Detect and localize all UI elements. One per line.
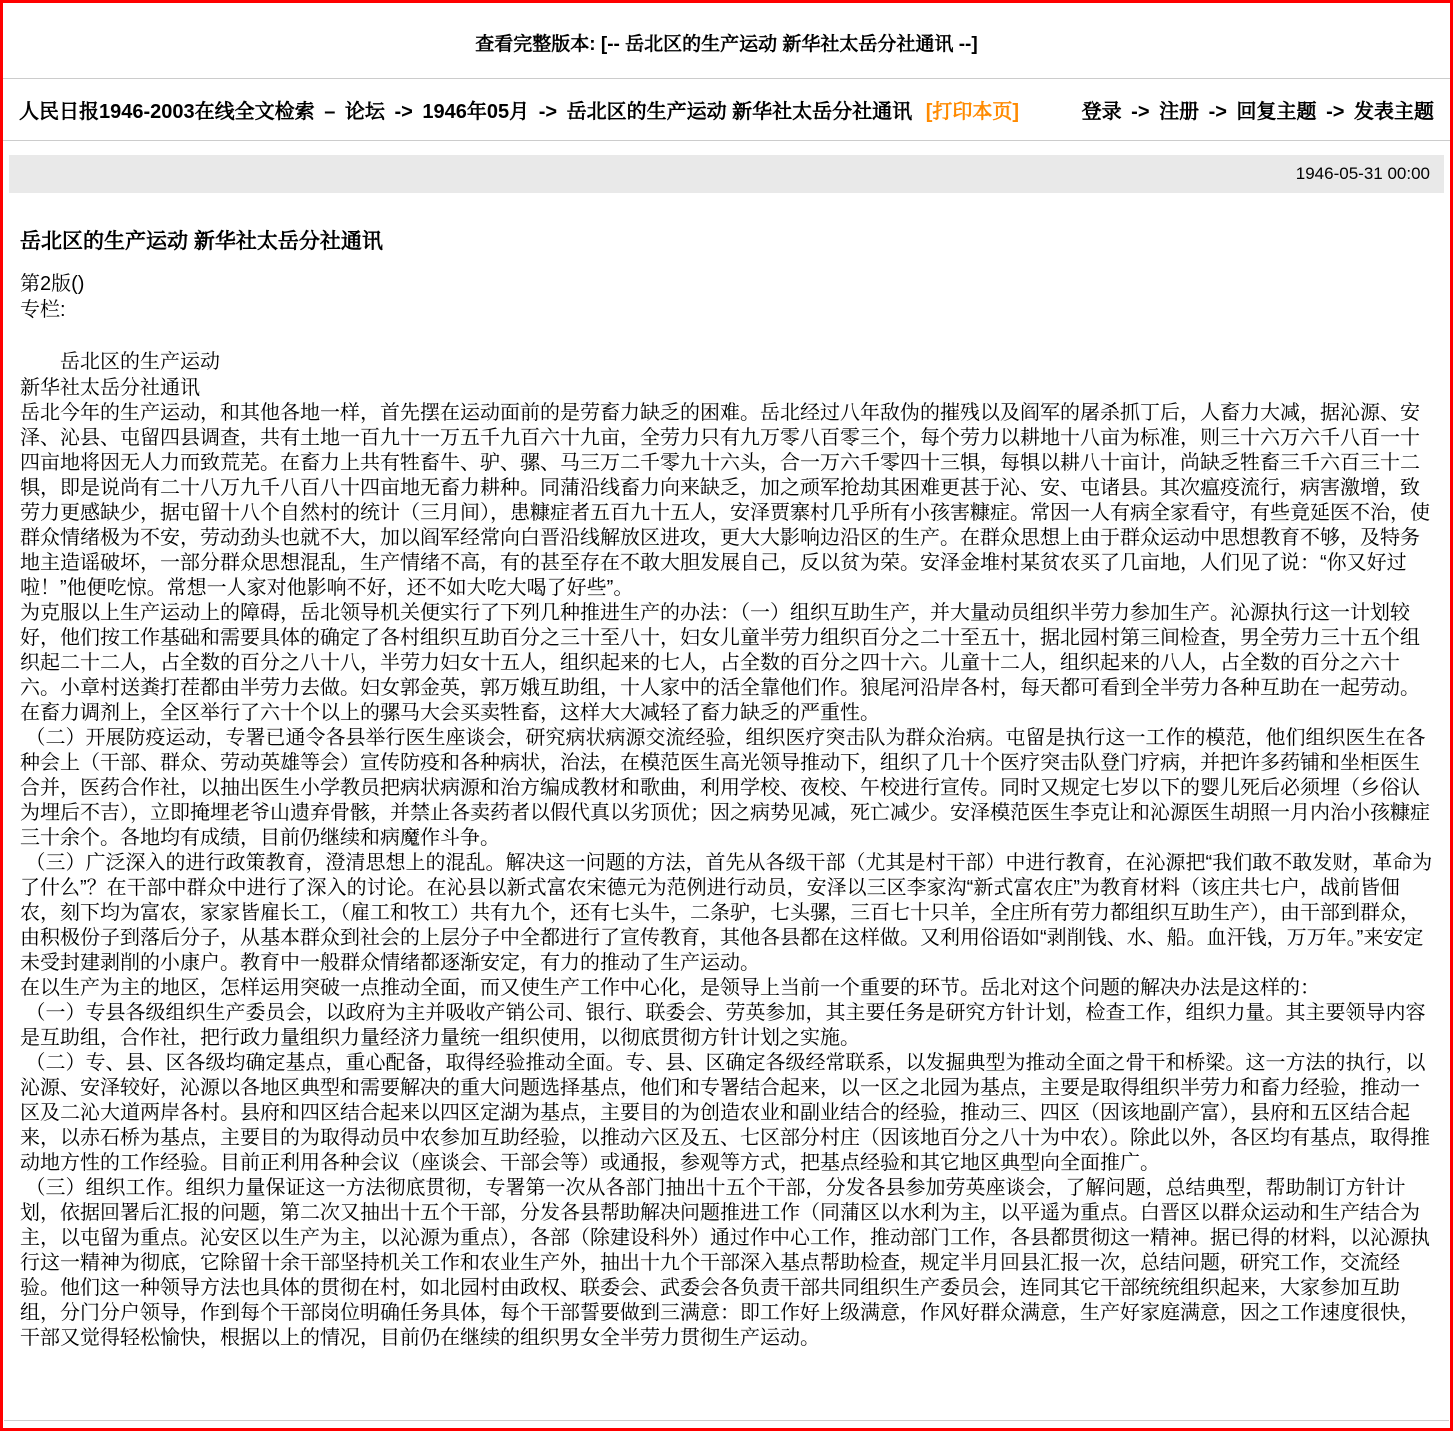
breadcrumb-month-link[interactable]: 1946年05月	[422, 101, 530, 123]
blank-line	[20, 323, 1433, 349]
login-link[interactable]: 登录	[1081, 101, 1122, 123]
article-title: 岳北区的生产运动 新华社太岳分社通讯	[20, 230, 383, 253]
user-links-separator: ->	[1131, 101, 1150, 123]
breadcrumb-root-link[interactable]: 人民日报1946-2003在线全文检索	[19, 101, 315, 123]
full-version-title: 查看完整版本: [-- 岳北区的生产运动 新华社太岳分社通讯 --]	[475, 34, 978, 55]
user-links-separator: ->	[1326, 101, 1345, 123]
breadcrumb-forum-link[interactable]: 论坛	[344, 101, 385, 123]
breadcrumb-separator: –	[324, 101, 336, 123]
article-paragraph: （一）专县各级组织生产委员会，以政府为主并吸收产销公司、银行、联委会、劳英参加，其主要任务是研究方针计划，检查工作，组织力量。其主要领导内容是互助组，合作社，把行政力量组织力量经济力量统一组织使用，以彻底贯彻方针计划之实施。	[20, 1002, 1426, 1049]
user-links-separator: ->	[1208, 101, 1227, 123]
article-paragraph: （二）专、县、区各级均确定基点，重心配备，取得经验推动全面。专、县、区确定各级经常联系，以发掘典型为推动全面之骨干和桥梁。这一方法的执行，以沁源、安泽较好，沁源以各地区典型和需要解决的重大问题选择基点，他们和专署结合起来，以一区之北园为基点，主要是取得组织半劳力和畜力经验，推动一区及二沁大道两岸各村。县府和四区结合起来以四区定湖为基点，主要目的为创造农业和副业结合的经验，推动三、四区（因该地副产富），县府和五区结合起来，以赤石桥为基点，主要目的为取得动员中农参加互助经验，以推动六区及五、七区部分村庄（因该地百分之八十为中农）。除此以外，各区均有基点，取得推动地方性的工作经验。目前正利用各种会议（座谈会、干部会等）或通报，参观等方式，把基点经验和其它地区典型向全面推广。	[20, 1052, 1430, 1174]
post-date-bar	[9, 155, 1444, 193]
print-page-link[interactable]: [打印本页]	[925, 101, 1020, 123]
article-paragraph: 在以生产为主的地区，怎样运用突破一点推动全面，而又使生产工作中心化，是领导上当前一个重要的环节。岳北对这个问题的解决办法是这样的：	[20, 977, 1320, 999]
register-link[interactable]: 注册	[1159, 101, 1200, 123]
article-paragraph: （三）组织工作。组织力量保证这一方法彻底贯彻，专署第一次从各部门抽出十五个干部，分发各县参加劳英座谈会，了解问题，总结典型，帮助制订方针计划，依据回署后汇报的问题，第二次又抽出十五个干部，分发各县帮助解决问题推进工作（同蒲区以水利为主，以平遥为重点。白晋区以群众运动和生产结合为主，以屯留为重点。沁安区以生产为主，以沁源为重点），各部（除建设科外）通过作中心工作，推动部门工作，各县都贯彻这一精神。据已得的材料，以沁源执行这一精神为彻底，它除留十余干部坚持机关工作和农业生产外，抽出十九个干部深入基点帮助检查，规定半月回县汇报一次，总结问题，研究工作，交流经验。他们这一种领导方法也具体的贯彻在村，如北园村由政权、联委会、武委会各负责干部共同组织生产委员会，连同其它干部统统组织起来，大家参加互助组，分门分户领导，作到每个干部岗位明确任务具体，每个干部誓要做到三满意：即工作好上级满意，作风好群众满意，生产好家庭满意，因之工作速度很快，干部又觉得轻松愉快，根据以上的情况，目前仍在继续的组织男女全半劳力贯彻生产运动。	[20, 1177, 1430, 1349]
article-paragraph: 岳北今年的生产运动，和其他各地一样，首先摆在运动面前的是劳畜力缺乏的困难。岳北经过八年敌伪的摧残以及阎军的屠杀抓丁后，人畜力大减，据沁源、安泽、沁县、屯留四县调查，共有土地一百九十一万五千九百六十九亩，全劳力只有九万零八百零三个，每个劳力以耕地十八亩为标准，则三十六万六千八百一十四亩地将因无人力而致荒芜。在畜力上共有牲畜牛、驴、骡、马三万二千零九十六头，合一万六千零四十三犋，每犋以耕八十亩计，尚缺乏牲畜三千六百三十二犋，即是说尚有二十八万九千八百八十四亩地无畜力耕种。同蒲沿线畜力向来缺乏，加之顽军抢劫其困难更甚于沁、安、屯诸县。其次瘟疫流行，病害激增，致劳力更感缺少，据屯留十八个自然村的统计（三月间），患糠症者五百九十五人，安泽贾寨村几乎所有小孩害糠症。常因一人有病全家看守，有些竟延医不治，使群众情绪极为不安，劳动劲头也就不大，加以阎军经常向白晋沿线解放区进攻，更大大影响边沿区的生产。在群众思想上由于群众运动中思想教育不够，及特务地主造谣破坏，一部分群众思想混乱，生产情绪不高，有的甚至存在不敢大胆发展自己，反以贫为荣。安泽金堆村某贫农买了几亩地，人们见了说：“你又好过啦！”他便吃惊。常想一人家对他影响不好，还不如大吃大喝了好些”。	[20, 402, 1430, 599]
breadcrumb	[19, 95, 1019, 124]
breadcrumb-separator: ->	[538, 101, 558, 123]
article-paragraph: （三）广泛深入的进行政策教育，澄清思想上的混乱。解决这一问题的方法，首先从各级干部（尤其是村干部）中进行教育，在沁源把“我们敢不敢发财，革命为了什么”？在干部中群众中进行了深入的讨论。在沁县以新式富农宋德元为范例进行动员，安泽以三区李家沟“新式富农庄”为教育材料（该庄共七户，战前皆佃农，刻下均为富农，家家皆雇长工，（雇工和牧工）共有九个，还有七头牛，二条驴，七头骡，三百七十只羊，全庄所有劳力都组织互助生产），由干部到群众，由积极份子到落后分子，从基本群众到社会的上层分子中全都进行了宣传教育，其他各县都在这样做。又利用俗语如“剥削钱、水、船。血汗钱，万万年。”来安定未受封建剥削的小康户。教育中一般群众情绪都逐渐安定，有力的推动了生产运动。	[20, 852, 1433, 974]
article-paragraph: （二）开展防疫运动，专署已通令各县举行医生座谈会，研究病状病源交流经验，组织医疗突击队为群众治病。屯留是执行这一工作的模范，他们组织医生在各种会上（干部、群众、劳动英雄等会）宣传防疫和各种病状，治法，在模范医生高光领导推动下，组织了几十个医疗突击队登门疗病，并把许多药铺和坐柜医生合并，医药合作社，以抽出医生小学教员把病状病源和治方编成教材和歌曲，利用学校、夜校、午校进行宣传。同时又规定七岁以下的婴儿死后必须埋（乡俗认为埋后不吉），立即掩埋老爷山遗弃骨骸，并禁止各卖药者以假代真以劣顶优；因之病势见减，死亡减少。安泽模范医生李克让和沁源医生胡照一月内治小孩糠症三十余个。各地均有成绩，目前仍继续和病魔作斗争。	[20, 727, 1430, 849]
reply-topic-link[interactable]: 回复主题	[1236, 101, 1317, 123]
article-edition: 第2版()	[20, 273, 85, 295]
user-links	[1082, 95, 1434, 124]
post-date: 1946-05-31 00:00	[1295, 164, 1430, 183]
new-topic-link[interactable]: 发表主题	[1354, 101, 1434, 123]
article-column-label: 专栏:	[20, 299, 66, 321]
article-inner-title: 岳北区的生产运动	[20, 351, 220, 373]
breadcrumb-separator: ->	[394, 101, 413, 123]
breadcrumb-bar	[3, 79, 1450, 141]
article-byline: 新华社太岳分社通讯	[20, 377, 200, 399]
article-paragraph: 为克服以上生产运动上的障碍，岳北领导机关便实行了下列几种推进生产的办法：（一）组织互助生产，并大量动员组织半劳力参加生产。沁源执行这一计划较好，他们按工作基础和需要具体的确定了各村组织互助百分之三十至八十，妇女儿童半劳力组织百分之二十至五十，据北园村第三间检查，男全劳力三十五个组织起二十二人，占全数的百分之八十八，半劳力妇女十五人，组织起来的七人，占全数的百分之四十六。儿童十二人，组织起来的八人，占全数的百分之六十六。小章村送粪打茬都由半劳力去做。妇女郭金英，郭万娥互助组，十人家中的活全靠他们作。狼尾河沿岸各村，每天都可看到全半劳力各种互助在一起劳动。在畜力调剂上，全区举行了六十个以上的骡马大会买卖牲畜，这样大大减轻了畜力缺乏的严重性。	[20, 602, 1420, 724]
bottom-divider	[4, 1420, 1449, 1421]
breadcrumb-topic-link[interactable]: 岳北区的生产运动 新华社太岳分社通讯	[566, 101, 913, 123]
article	[3, 193, 1450, 1351]
page-header	[3, 3, 1450, 79]
